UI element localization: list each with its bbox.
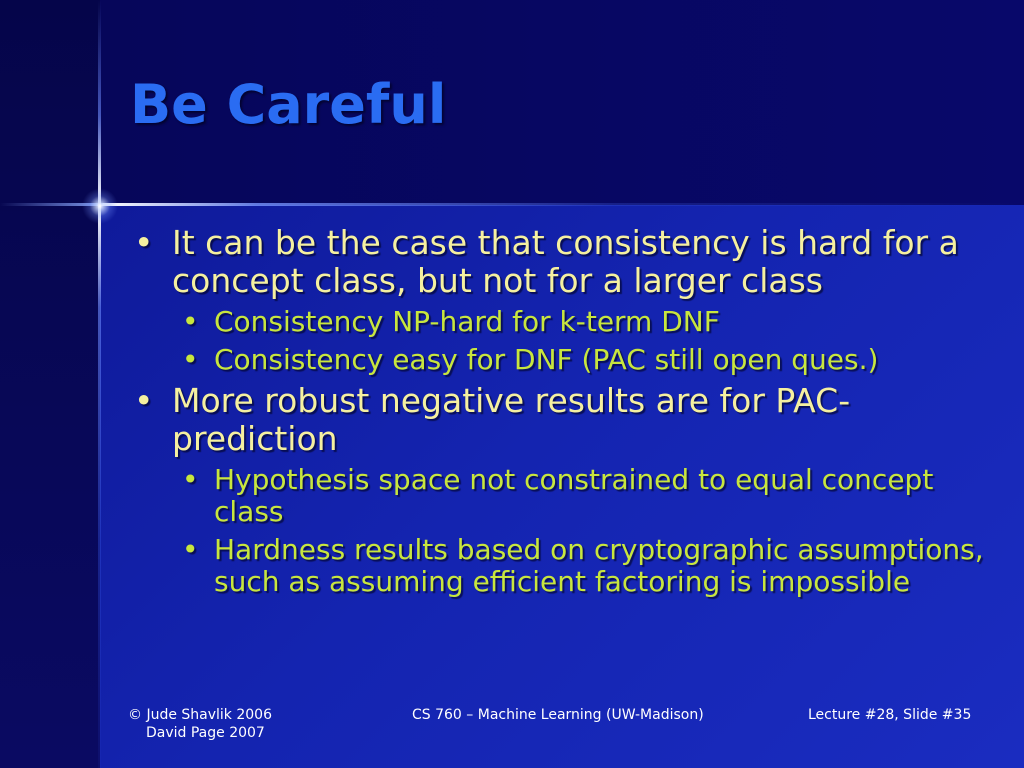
decorative-horizontal-line — [0, 203, 1024, 206]
bullet-item — [130, 382, 990, 458]
sub-bullet-text: Hardness results based on cryptographic assumptions, such as assuming efficient factoring is impossible — [214, 533, 984, 598]
sub-bullet-item — [180, 344, 990, 376]
sub-bullet-item — [180, 306, 990, 338]
sub-bullet-marker: • — [182, 463, 199, 496]
slide-body — [130, 224, 990, 604]
bullet-marker: • — [134, 381, 154, 420]
sub-bullet-marker: • — [182, 343, 199, 376]
footer-copyright-line1: © Jude Shavlik 2006 — [128, 707, 272, 723]
slide-title: Be Careful — [130, 73, 447, 136]
sub-bullet-text: Consistency easy for DNF (PAC still open ques.) — [214, 343, 879, 376]
sub-bullet-marker: • — [182, 305, 199, 338]
bullet-text: It can be the case that consistency is hard for a concept class, but not for a larger class — [172, 223, 959, 300]
bullet-text: More robust negative results are for PAC-prediction — [172, 381, 851, 458]
sub-bullet-text: Consistency NP-hard for k-term DNF — [214, 305, 720, 338]
background-left-panel — [0, 0, 100, 768]
bullet-item — [130, 224, 990, 300]
footer-copyright-line2: David Page 2007 — [146, 725, 265, 741]
footer-course: CS 760 – Machine Learning (UW-Madison) — [412, 707, 704, 723]
sub-bullet-text: Hypothesis space not constrained to equal concept class — [214, 463, 934, 528]
footer-copyright — [128, 706, 272, 742]
sub-bullet-item — [180, 534, 990, 598]
sub-bullet-item — [180, 464, 990, 528]
bullet-marker: • — [134, 223, 154, 262]
sub-bullet-marker: • — [182, 533, 199, 566]
footer-slide-number: Lecture #28, Slide #35 — [808, 707, 972, 723]
sparkle-icon — [82, 188, 118, 224]
decorative-vertical-line — [98, 0, 101, 768]
